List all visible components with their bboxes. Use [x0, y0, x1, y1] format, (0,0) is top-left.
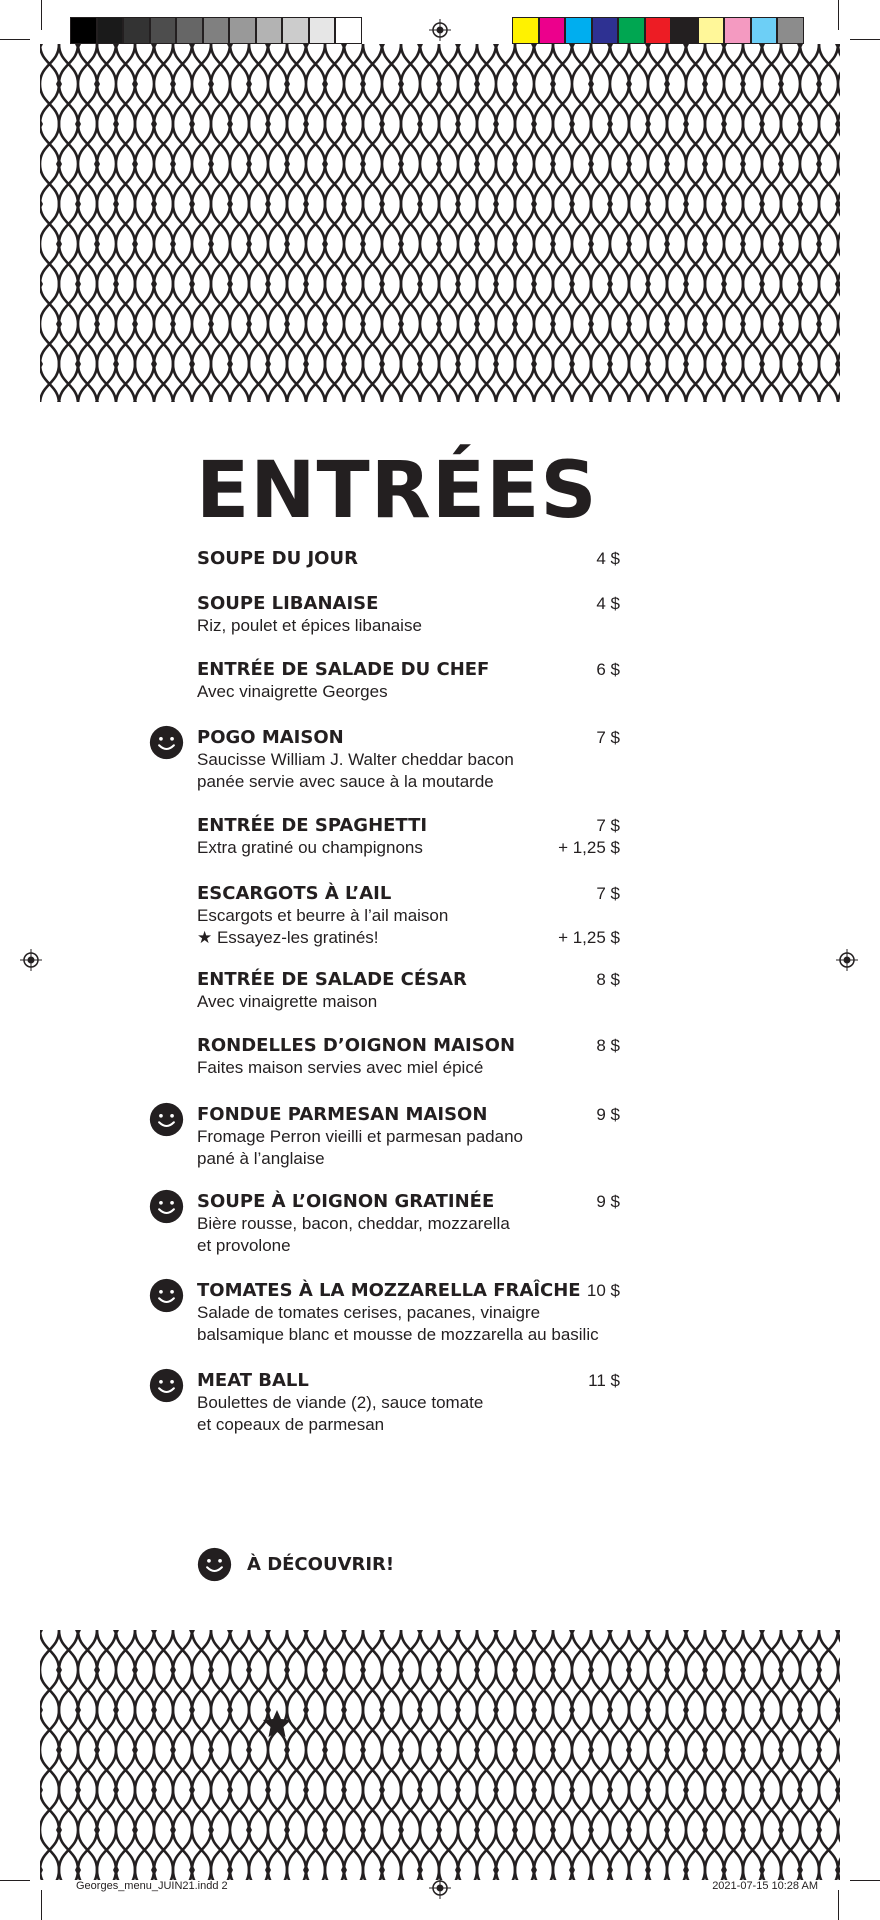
- menu-item-name: ENTRÉE DE SALADE CÉSAR: [197, 969, 467, 990]
- menu-item: [197, 1104, 620, 1170]
- menu-item-description: balsamique blanc et mousse de mozzarella au basilic: [197, 1325, 599, 1344]
- color-swatch: [512, 17, 539, 44]
- menu-item-description: Bière rousse, bacon, cheddar, mozzarella: [197, 1214, 510, 1233]
- grayscale-swatch: [176, 17, 203, 44]
- menu-item-description: et copeaux de parmesan: [197, 1415, 385, 1434]
- menu-item-price: 4 $: [596, 594, 620, 613]
- legend: [196, 1546, 394, 1583]
- color-swatch: [698, 17, 725, 44]
- menu-item-name: MEAT BALL: [197, 1370, 309, 1391]
- menu-item-price: 4 $: [596, 549, 620, 568]
- grayscale-swatch: [203, 17, 230, 44]
- color-swatch: [671, 17, 698, 44]
- menu-item-description: Riz, poulet et épices libanaise: [197, 616, 422, 635]
- menu-item-price: 7 $: [596, 816, 620, 835]
- menu-item-price: 9 $: [596, 1192, 620, 1211]
- grayscale-swatch: [282, 17, 309, 44]
- menu-item-description: Escargots et beurre à l’ail maison: [197, 906, 449, 925]
- menu-item: [197, 883, 620, 949]
- color-swatch: [539, 17, 566, 44]
- page-title: ENTRÉES: [196, 446, 598, 536]
- menu-item-price: 6 $: [596, 660, 620, 679]
- smiley-badge-icon: [148, 724, 185, 761]
- menu-item-name: SOUPE À L’OIGNON GRATINÉE: [197, 1191, 495, 1212]
- color-swatch: [618, 17, 645, 44]
- smiley-badge-icon: [196, 1546, 233, 1583]
- menu-item-description: Saucisse William J. Walter cheddar bacon: [197, 750, 514, 769]
- color-swatch: [645, 17, 672, 44]
- menu-item: [197, 1370, 620, 1436]
- menu-item-name: ENTRÉE DE SPAGHETTI: [197, 815, 428, 836]
- menu-item-price: 10 $: [586, 1281, 620, 1300]
- menu-item-description: Faites maison servies avec miel épicé: [197, 1058, 484, 1077]
- smiley-badge-icon: [148, 1277, 185, 1314]
- menu-item: [197, 548, 620, 570]
- registration-mark-left-icon: [20, 949, 42, 971]
- color-swatch: [751, 17, 778, 44]
- menu-item-name: SOUPE LIBANAISE: [197, 593, 379, 614]
- menu-item: [197, 659, 620, 703]
- grayscale-swatch: [229, 17, 256, 44]
- color-calibration-bar: [512, 17, 804, 44]
- menu-item-description: ★ Essayez-les gratinés!: [197, 928, 379, 947]
- menu-item-description: Avec vinaigrette maison: [197, 992, 378, 1011]
- menu-item-description: pané à l’anglaise: [197, 1149, 325, 1168]
- registration-mark-bottom-icon: [429, 1877, 451, 1899]
- menu-item: [197, 727, 620, 793]
- menu-item-price: 7 $: [596, 884, 620, 903]
- registration-mark-top-icon: [429, 19, 451, 41]
- menu-item-price: 11 $: [588, 1371, 620, 1390]
- registration-mark-right-icon: [836, 949, 858, 971]
- grayscale-swatch: [70, 17, 97, 44]
- lattice-pattern-bottom: [40, 1630, 840, 1880]
- smiley-badge-icon: [148, 1188, 185, 1225]
- menu-item-name: TOMATES À LA MOZZARELLA FRAÎCHE: [197, 1280, 581, 1301]
- footer-timestamp: 2021-07-15 10:28 AM: [712, 1880, 818, 1892]
- lattice-pattern-top: [40, 44, 840, 402]
- menu-item: [197, 593, 620, 637]
- grayscale-swatch: [97, 17, 124, 44]
- color-swatch: [565, 17, 592, 44]
- grayscale-swatch: [150, 17, 177, 44]
- grayscale-swatch: [335, 17, 362, 44]
- grayscale-swatch: [123, 17, 150, 44]
- menu-item-name: ENTRÉE DE SALADE DU CHEF: [197, 659, 490, 680]
- grayscale-swatch: [309, 17, 336, 44]
- menu-item: [197, 1280, 620, 1346]
- menu-item-name: SOUPE DU JOUR: [197, 548, 358, 569]
- menu-item-price: 8 $: [596, 970, 620, 989]
- menu-item-price: 9 $: [596, 1105, 620, 1124]
- menu-item-description: Salade de tomates cerises, pacanes, vinaigre: [197, 1303, 541, 1322]
- menu-item-name: FONDUE PARMESAN MAISON: [197, 1104, 488, 1125]
- grayscale-swatch: [256, 17, 283, 44]
- menu-item-description: Extra gratiné ou champignons: [197, 838, 423, 857]
- menu-item-extra-price: + 1,25 $: [558, 928, 620, 947]
- menu-item: [197, 1035, 620, 1079]
- legend-label: À DÉCOUVRIR!: [247, 1554, 395, 1575]
- footer-file-info: Georges_menu_JUIN21.indd 2: [76, 1880, 228, 1892]
- menu-item: [197, 969, 620, 1013]
- menu-item-name: ESCARGOTS À L’AIL: [197, 883, 392, 904]
- color-swatch: [592, 17, 619, 44]
- grayscale-calibration-bar: [70, 17, 362, 44]
- menu-item-description: et provolone: [197, 1236, 291, 1255]
- menu-item-description: panée servie avec sauce à la moutarde: [197, 772, 494, 791]
- menu-item-description: Fromage Perron vieilli et parmesan padano: [197, 1127, 524, 1146]
- menu-item-price: 7 $: [596, 728, 620, 747]
- smiley-badge-icon: [148, 1101, 185, 1138]
- menu-item-description: Boulettes de viande (2), sauce tomate: [197, 1393, 484, 1412]
- color-swatch: [724, 17, 751, 44]
- menu-item-name: RONDELLES D’OIGNON MAISON: [197, 1035, 516, 1056]
- menu-item-extra-price: + 1,25 $: [558, 838, 620, 857]
- menu-item-price: 8 $: [596, 1036, 620, 1055]
- menu-item: [197, 1191, 620, 1257]
- smiley-badge-icon: [148, 1367, 185, 1404]
- menu-item-description: Avec vinaigrette Georges: [197, 682, 388, 701]
- menu-item: [197, 815, 620, 859]
- menu-item-name: POGO MAISON: [197, 727, 344, 748]
- color-swatch: [777, 17, 804, 44]
